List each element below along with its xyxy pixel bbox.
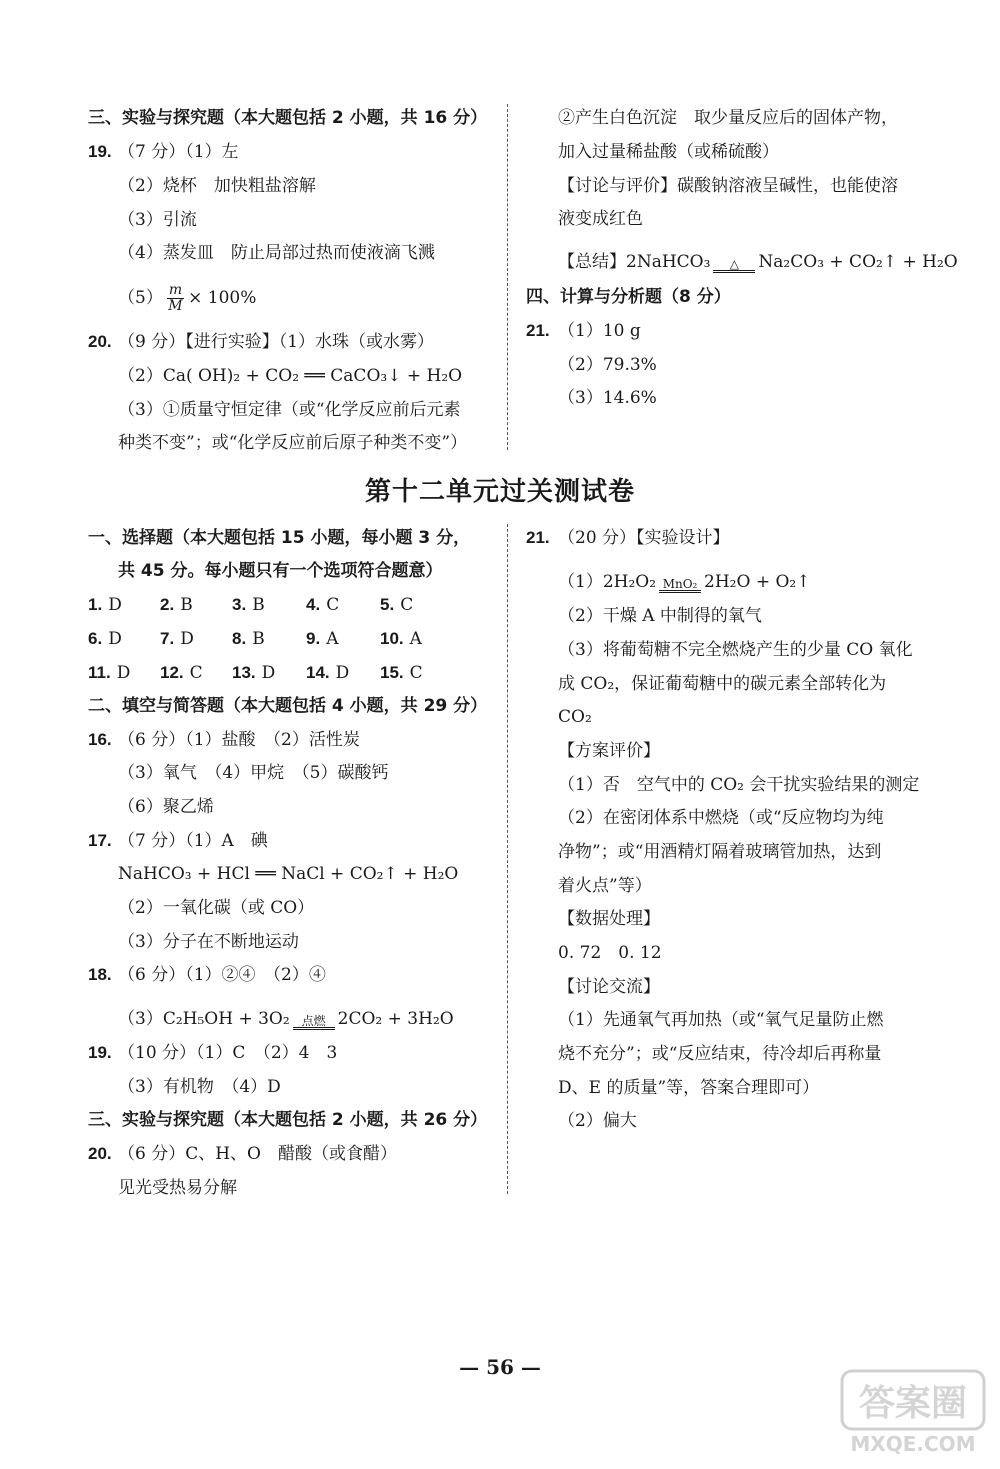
answer-number: 14.: [306, 663, 330, 682]
q20-lower-number: 20.: [88, 1144, 112, 1163]
q16-line-3: （6）聚乙烯: [118, 797, 214, 817]
q21-line-12: 0. 72 0. 12: [558, 943, 662, 963]
fraction-m-over-M: $\frac{m}{M}$: [168, 282, 183, 314]
q19-line-2: （2）烧杯 加快粗盐溶解: [118, 176, 316, 196]
q19-line-5: （5） $\frac{m}{M}$ × 100%: [118, 282, 257, 314]
q21-top-line-3: （3）14.6%: [558, 388, 657, 408]
q21-line-5: CO₂: [558, 707, 592, 727]
q21-line-10: 着火点”等）: [558, 876, 652, 896]
answer-number: 6.: [88, 629, 103, 648]
q19-line-3: （3）引流: [118, 210, 197, 230]
answer-choice: D: [335, 663, 350, 683]
q21-line-4: 成 CO₂，保证葡萄糖中的碳元素全部转化为: [558, 674, 887, 694]
answer-item: [88, 662, 130, 684]
q16-line-2: （3）氧气 （4）甲烷 （5）碳酸钙: [118, 763, 389, 783]
q17-line-3: （2）一氧化碳（或 CO）: [118, 898, 315, 918]
answer-item: [232, 628, 265, 650]
section-4-header: 四、计算与分析题（8 分）: [526, 287, 731, 307]
answer-item: [380, 628, 422, 650]
q21-line-15: 烧不充分”；或“反应结束，待冷却后再称量: [558, 1044, 882, 1064]
q20-line-2: （2）Ca( OH)₂ + CO₂ ══ CaCO₃↓ + H₂O: [118, 366, 463, 386]
answer-number: 7.: [160, 629, 175, 648]
answer-item: [160, 662, 203, 684]
answer-choice: D: [108, 629, 122, 649]
answer-choice: B: [180, 595, 193, 615]
section-2-header: 二、填空与简答题（本大题包括 4 小题，共 29 分）: [88, 696, 488, 716]
q18-equation: （3）C₂H₅OH + 3O₂ 点燃 2CO₂ + 3H₂O: [118, 1009, 454, 1029]
q21-line-17: （2）偏大: [558, 1111, 637, 1131]
q21-line-16: D、E 的质量”等，答案合理即可）: [558, 1078, 820, 1098]
q20-cont-line-1: ②产生白色沉淀 取少量反应后的固体产物，: [558, 108, 898, 128]
q21-top-line-2: （2）79.3%: [558, 355, 657, 375]
q20-cont-line-4: 液变成红色: [558, 209, 643, 229]
answer-choice: C: [326, 595, 340, 615]
answer-number: 10.: [380, 629, 404, 648]
answer-choice: D: [116, 663, 131, 683]
q20-line-4: 种类不变”；或“化学反应前后原子种类不变”）: [118, 433, 468, 453]
q20-lower-line-1: （6 分）C、H、O 醋酸（或食醋）: [118, 1144, 397, 1164]
answer-number: 13.: [232, 663, 256, 682]
q19-line-1: （7 分）（1）左: [118, 142, 239, 162]
q18-number: 18.: [88, 965, 112, 984]
answer-item: [306, 662, 349, 684]
page-number: — 56 —: [459, 1355, 541, 1379]
q17-line-2: NaHCO₃ + HCl ══ NaCl + CO₂↑ + H₂O: [118, 864, 459, 884]
answer-item: [306, 628, 338, 650]
watermark-url: MXQE.COM: [850, 1432, 976, 1456]
q21-line-13: 【讨论交流】: [558, 977, 660, 997]
answer-number: 11.: [88, 663, 111, 682]
answer-number: 9.: [306, 629, 321, 648]
q16-line-1: （6 分）（1）盐酸 （2）活性炭: [118, 730, 360, 750]
q21-line-7: （1）否 空气中的 CO₂ 会干扰实验结果的测定: [558, 775, 920, 795]
q19-lower-number: 19.: [88, 1043, 112, 1062]
answer-number: 4.: [306, 595, 321, 614]
q20-line-3: （3）①质量守恒定律（或“化学反应前后元素: [118, 400, 461, 420]
q17-line-1: （7 分）（1）A 碘: [118, 831, 268, 851]
section-3-header-top: 三、实验与探究题（本大题包括 2 小题，共 16 分）: [88, 108, 488, 128]
q17-line-4: （3）分子在不断地运动: [118, 932, 299, 952]
q19-line-4: （4）蒸发皿 防止局部过热而使液滴飞溅: [118, 243, 435, 263]
q21-heading: （20 分）【实验设计】: [558, 528, 730, 548]
answer-number: 8.: [232, 629, 247, 648]
q21-line-6: 【方案评价】: [558, 741, 660, 761]
answer-item: [160, 628, 194, 650]
q19-lower-line-2: （3）有机物 （4）D: [118, 1077, 281, 1097]
answer-number: 3.: [232, 595, 247, 614]
section-1-header-line-2: 共 45 分。每小题只有一个选项符合题意）: [118, 561, 443, 581]
watermark-logo: [838, 1367, 988, 1459]
q21-line-9: 净物”；或“用酒精灯隔着玻璃管加热，达到: [558, 842, 882, 862]
reaction-condition-heat: △: [713, 258, 755, 273]
answer-choice: C: [409, 663, 423, 683]
reaction-condition-ignite: 点燃: [293, 1015, 335, 1030]
q21-line-8: （2）在密闭体系中燃烧（或“反应物均为纯: [558, 808, 884, 828]
section-1-header-line-1: 一、选择题（本大题包括 15 小题，每小题 3 分，: [88, 528, 471, 548]
q16-number: 16.: [88, 730, 112, 749]
answer-choice: D: [180, 629, 194, 649]
q20-cont-line-2: 加入过量稀盐酸（或稀硫酸）: [558, 142, 779, 162]
answer-choice: B: [252, 595, 265, 615]
q21-equation: （1）2H₂O₂ MnO₂ 2H₂O + O₂↑: [558, 572, 811, 592]
answer-item: [160, 594, 193, 616]
answer-choice: D: [108, 595, 122, 615]
summary-equation: 【总结】2NaHCO₃ △ Na₂CO₃ + CO₂↑ + H₂O: [558, 252, 958, 272]
answer-choice: A: [409, 629, 422, 649]
page-title: 第十二单元过关测试卷: [364, 477, 635, 507]
answer-number: 1.: [88, 595, 103, 614]
column-divider-bottom: [507, 524, 508, 1194]
q18-line-1: （6 分）（1）②④ （2）④: [118, 965, 326, 985]
answer-choice: C: [400, 595, 414, 615]
answer-item: [88, 594, 122, 616]
q20-lower-line-2: 见光受热易分解: [118, 1178, 237, 1198]
answer-item: [232, 662, 275, 684]
answer-number: 5.: [380, 595, 395, 614]
answer-choice: C: [189, 663, 203, 683]
column-divider-top: [507, 104, 508, 450]
answer-number: 15.: [380, 663, 404, 682]
answer-item: [380, 594, 413, 616]
q21-line-14: （1）先通氧气再加热（或“氧气足量防止燃: [558, 1010, 884, 1030]
answer-number: 12.: [160, 663, 184, 682]
watermark-text: 答案圈: [858, 1383, 968, 1424]
section-3-header: 三、实验与探究题（本大题包括 2 小题，共 26 分）: [88, 1110, 488, 1130]
answer-choice: D: [261, 663, 276, 683]
answer-item: [232, 594, 265, 616]
q19-lower-line-1: （10 分）（1）C （2）4 3: [118, 1043, 338, 1063]
answer-item: [88, 628, 122, 650]
q20-cont-line-3: 【讨论与评价】碳酸钠溶液呈碱性，也能使溶: [558, 176, 898, 196]
answer-choice: A: [326, 629, 339, 649]
answer-item: [306, 594, 339, 616]
q21-line-2: （2）干燥 A 中制得的氧气: [558, 606, 762, 626]
answer-item: [380, 662, 423, 684]
q19-number: 19.: [88, 142, 112, 161]
q21-line-3: （3）将葡萄糖不完全燃烧产生的少量 CO 氧化: [558, 640, 913, 660]
reaction-condition-catalyst: MnO₂: [659, 578, 701, 593]
answer-number: 2.: [160, 595, 175, 614]
q21-top-line-1: （1）10 g: [558, 321, 641, 341]
q20-number: 20.: [88, 332, 112, 351]
q21-line-11: 【数据处理】: [558, 909, 660, 929]
q20-line-1: （9 分）【进行实验】（1）水珠（或水雾）: [118, 332, 435, 352]
answer-choice: B: [252, 629, 265, 649]
q17-number: 17.: [88, 831, 112, 850]
q21-number: 21.: [526, 528, 550, 547]
q21-top-number: 21.: [526, 321, 550, 340]
